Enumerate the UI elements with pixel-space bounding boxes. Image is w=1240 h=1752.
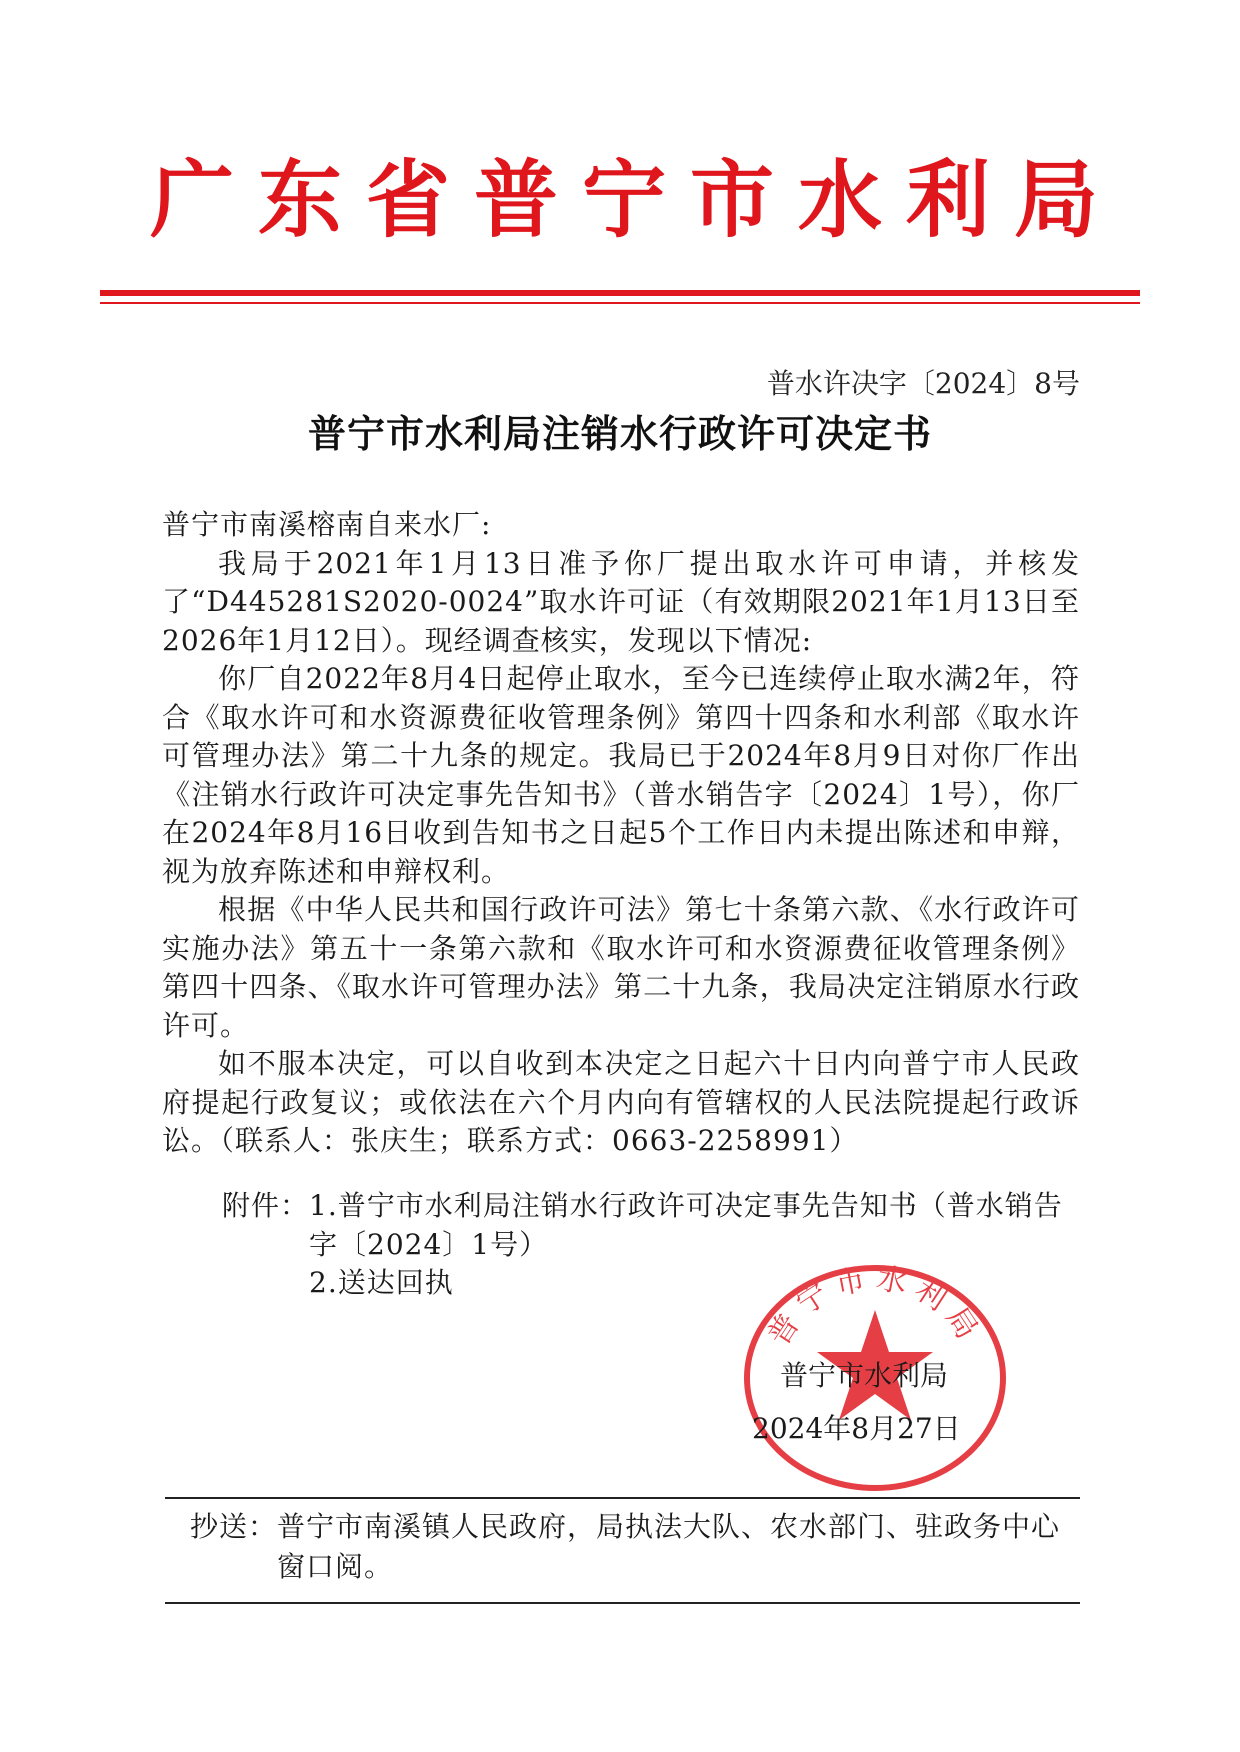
body-paragraph: 我局于2021年1月13日准予你厂提出取水许可申请，并核发了“D445281S2020-0024”取水许可证（有效期限2021年1月13日至2026年1月12日）。现经调查核实，发现以下情况:	[162, 546, 1080, 657]
document-body	[162, 506, 1080, 1161]
seal-text: 普宁市水利局	[761, 1260, 989, 1353]
addressee: 普宁市南溪榕南自来水厂:	[162, 508, 492, 541]
body-paragraph: 如不服本决定，可以自收到本决定之日起六十日内向普宁市人民政府提起行政复议；或依法在六个月内向有管辖权的人民法院提起行政诉讼。（联系人：张庆生；联系方式：0663-2258991）	[162, 1047, 1080, 1157]
attachment-item: 1.普宁市水利局注销水行政许可决定事先告知书（普水销告字〔2024〕1号）	[309, 1189, 1063, 1261]
sign-date: 2024年8月27日	[752, 1412, 961, 1445]
body-paragraph: 你厂自2022年8月4日起停止取水，至今已连续停止取水满2年，符合《取水许可和水资源费征收管理条例》第四十四条和水利部《取水许可管理办法》第二十九条的规定。我局已于2024年8月9日对你厂作出《注销水行政许可决定事先告知书》（普水销告字〔2024〕1号），你厂在2024年8月16日收到告知书之日起5个工作日内未提出陈述和申辩，视为放弃陈述和申辩权利。	[162, 662, 1080, 888]
cc-label: 抄送：	[190, 1510, 278, 1543]
cc-section	[190, 1507, 1080, 1587]
agency-header-title: 广东省普宁市水利局	[150, 150, 1123, 249]
header-red-rule-thin	[100, 302, 1140, 304]
cc-rule-bottom	[165, 1602, 1080, 1604]
header-red-rule-thick	[100, 290, 1140, 296]
body-paragraph: 根据《中华人民共和国行政许可法》第七十条第六款、《水行政许可实施办法》第五十一条第六款和《取水许可和水资源费征收管理条例》第四十四条、《取水许可管理办法》第二十九条，我局决定注销原水行政许可。	[162, 893, 1080, 1042]
cc-rule-top	[165, 1497, 1080, 1499]
attachments-label: 附件：	[222, 1189, 310, 1222]
attachment-item: 2.送达回执	[309, 1266, 454, 1299]
signer-name: 普宁市水利局	[780, 1359, 949, 1392]
document-title: 普宁市水利局注销水行政许可决定书	[307, 412, 932, 456]
document-number: 普水许决字〔2024〕8号	[766, 367, 1080, 400]
cc-recipients: 普宁市南溪镇人民政府，局执法大队、农水部门、驻政务中心窗口阅。	[277, 1510, 1061, 1583]
